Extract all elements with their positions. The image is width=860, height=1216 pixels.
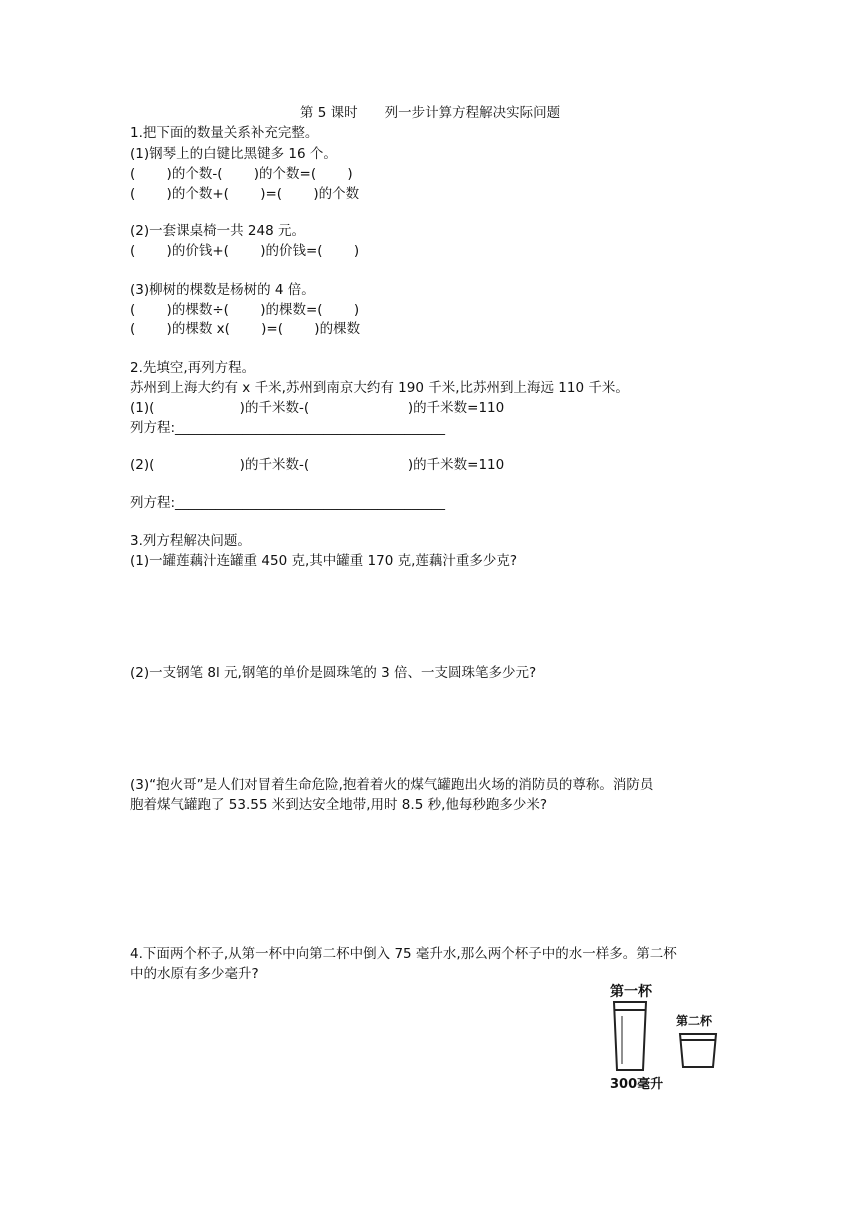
q1-part3-stem: (3)柳树的棵数是杨树的 4 倍。 bbox=[130, 282, 315, 298]
q4-line-2: 中的水原有多少毫升? bbox=[130, 966, 259, 982]
q3-part2: (2)一支钢笔 8l 元,钢笔的单价是圆珠笔的 3 倍、一支圆珠笔多少元? bbox=[130, 665, 537, 681]
q3-part1: (1)一罐莲藕汁连罐重 450 克,其中罐重 170 克,莲藕汁重多少克? bbox=[130, 553, 518, 569]
lesson-title: 第 5 课时 列一步计算方程解决实际问题 bbox=[299, 105, 561, 121]
q3-part3-line-2: 胞着煤气罐跑了 53.55 米到达安全地带,用时 8.5 秒,他每秒跑多少米? bbox=[130, 797, 548, 813]
q2-heading: 2.先填空,再列方程。 bbox=[130, 360, 256, 376]
q1-heading: 1.把下面的数量关系补充完整。 bbox=[130, 125, 319, 141]
q2-stem: 苏州到上海大约有 x 千米,苏州到南京大约有 190 千米,比苏州到上海远 110 千米。 bbox=[130, 380, 629, 396]
q1-part1-blank-line-2: ( )的个数+( )=( )的个数 bbox=[130, 186, 360, 202]
q1-part2-blank-line-1: ( )的价钱+( )的价钱=( ) bbox=[130, 243, 360, 259]
cup2-drawing bbox=[680, 1034, 716, 1067]
q3-part3-line-1: (3)“抱火哥”是人们对冒着生命危险,抱着着火的煤气罐跑出火场的消防员的尊称。消防员 bbox=[130, 777, 654, 793]
q1-part2-stem: (2)一套课桌椅一共 248 元。 bbox=[130, 223, 305, 239]
cup1-volume-label: 300毫升 bbox=[610, 1077, 664, 1092]
q1-part1-blank-line-1: ( )的个数-( )的个数=( ) bbox=[130, 166, 353, 182]
q3-heading: 3.列方程解决问题。 bbox=[130, 533, 251, 549]
q2-part1-equation-line: 列方程:________________________________________ bbox=[130, 420, 446, 436]
q2-part2-equation-line: 列方程:________________________________________ bbox=[130, 495, 446, 511]
cup1-drawing bbox=[614, 1002, 646, 1070]
q2-part2-blank-line: (2)( )的千米数-( )的千米数=110 bbox=[130, 457, 505, 473]
q4-line-1: 4.下面两个杯子,从第一杯中向第二杯中倒入 75 毫升水,那么两个杯子中的水一样多。第二杯 bbox=[130, 946, 677, 962]
cup1-label: 第一杯 bbox=[610, 984, 652, 1000]
cups-figure bbox=[600, 978, 750, 1098]
cup2-label: 第二杯 bbox=[676, 1014, 713, 1028]
q1-part1-stem: (1)钢琴上的白键比黑键多 16 个。 bbox=[130, 146, 337, 162]
q2-part1-blank-line: (1)( )的千米数-( )的千米数=110 bbox=[130, 400, 505, 416]
q1-part3-blank-line-1: ( )的棵数÷( )的棵数=( ) bbox=[130, 302, 360, 318]
q1-part3-blank-line-2: ( )的棵数 x( )=( )的棵数 bbox=[130, 321, 361, 337]
